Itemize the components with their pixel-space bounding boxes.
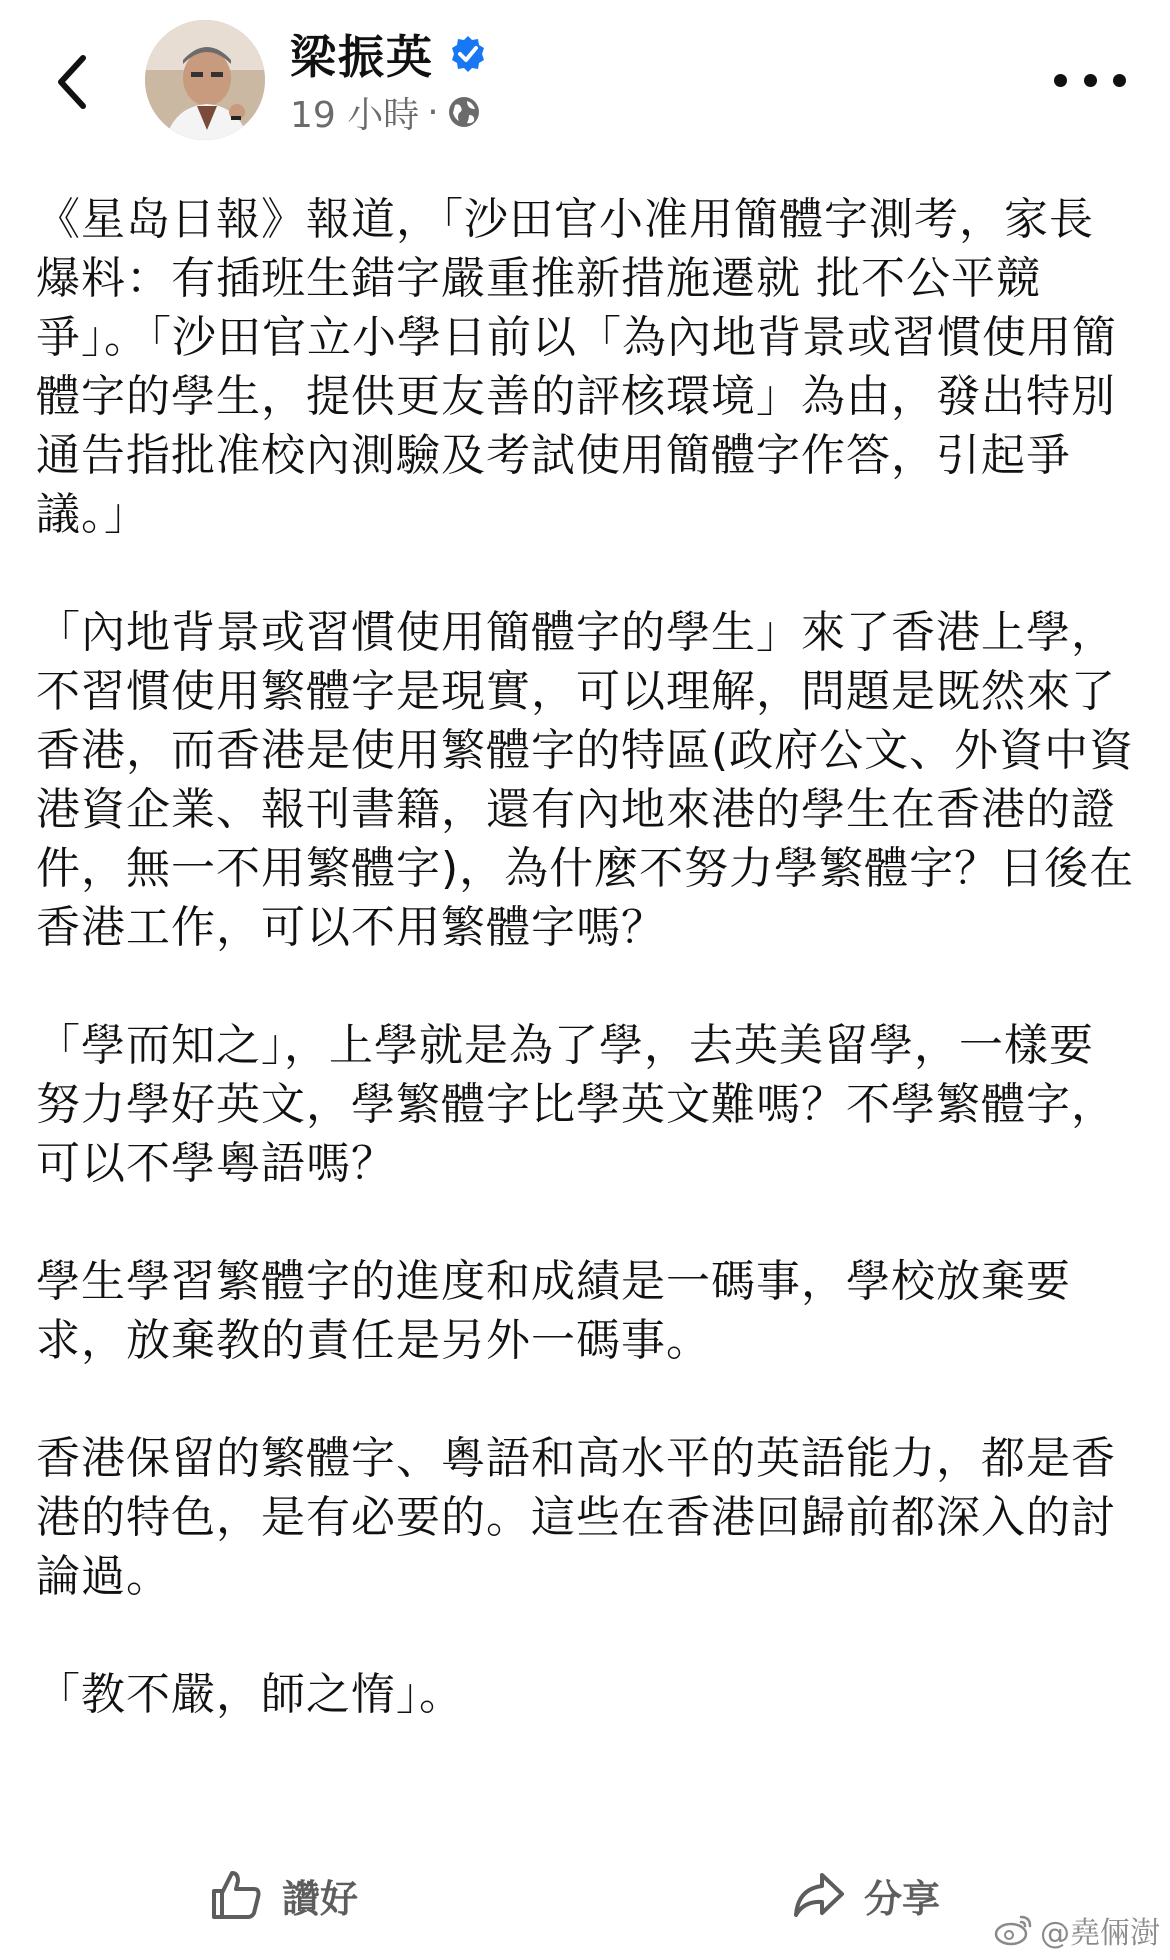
more-dot [1054, 74, 1067, 87]
post-header [0, 0, 1170, 160]
more-dot [1084, 74, 1097, 87]
more-options-button[interactable] [1054, 56, 1126, 104]
post-paragraph: 「內地背景或習慣使用簡體字的學生」來了香港上學，不習慣使用繁體字是現實，可以理解，問題是既然來了香港，而香港是使用繁體字的特區(政府公文、外資中資港資企業、報刊書籍，還有內地來港的學生在香港的證件，無一不用繁體字)，為什麼不努力學繁體字？日後在香港工作，可以不用繁體字嗎？ [36, 607, 1135, 953]
avatar-photo [145, 20, 265, 140]
back-button[interactable] [40, 40, 104, 124]
thumbs-up-icon [208, 1867, 264, 1923]
globe-icon [447, 95, 481, 129]
share-label: 分享 [864, 1876, 941, 1921]
post-paragraph: 「教不嚴，師之惰」。 [36, 1669, 464, 1720]
author-avatar[interactable] [145, 20, 265, 140]
like-label: 讚好 [282, 1876, 359, 1921]
post-paragraph: 「學而知之」，上學就是為了學，去英美留學，一樣要努力學好英文，學繁體字比學英文難嗎？不學繁體字，可以不學粵語嗎？ [36, 1020, 1116, 1189]
post-text [36, 190, 1136, 1724]
watermark [994, 1908, 1160, 1952]
post-paragraph: 香港保留的繁體字、粵語和高水平的英語能力，都是香港的特色，是有必要的。這些在香港回歸前都深入的討論過。 [36, 1433, 1116, 1602]
meta-separator: · [427, 91, 439, 133]
post-paragraph: 《星岛日報》報道，「沙田官小准用簡體字測考，家長爆料：有插班生錯字嚴重推新措施遷就 批不公平競爭」。「沙田官立小學日前以「為內地背景或習慣使用簡體字的學生，提供更友善的評核環境」為由，發出特別通告指批准校內測驗及考試使用簡體字作答，引起爭議。」 [36, 194, 1117, 540]
post-meta [290, 88, 481, 136]
share-button[interactable] [790, 1855, 940, 1935]
post-timestamp[interactable]: 19 小時 [290, 94, 420, 136]
author-name[interactable]: 梁振英 [290, 30, 434, 84]
like-button[interactable] [208, 1855, 358, 1935]
post-paragraph: 學生學習繁體字的進度和成績是一碼事，學校放棄要求，放棄教的責任是另外一碼事。 [36, 1256, 1071, 1366]
weibo-logo-icon [994, 1913, 1034, 1947]
watermark-text: @堯倆澍 [1040, 1916, 1160, 1951]
chevron-left-icon [55, 52, 89, 112]
author-name-row [290, 22, 488, 86]
verified-badge-icon [448, 34, 488, 74]
share-arrow-icon [790, 1867, 846, 1923]
more-dot [1113, 74, 1126, 87]
